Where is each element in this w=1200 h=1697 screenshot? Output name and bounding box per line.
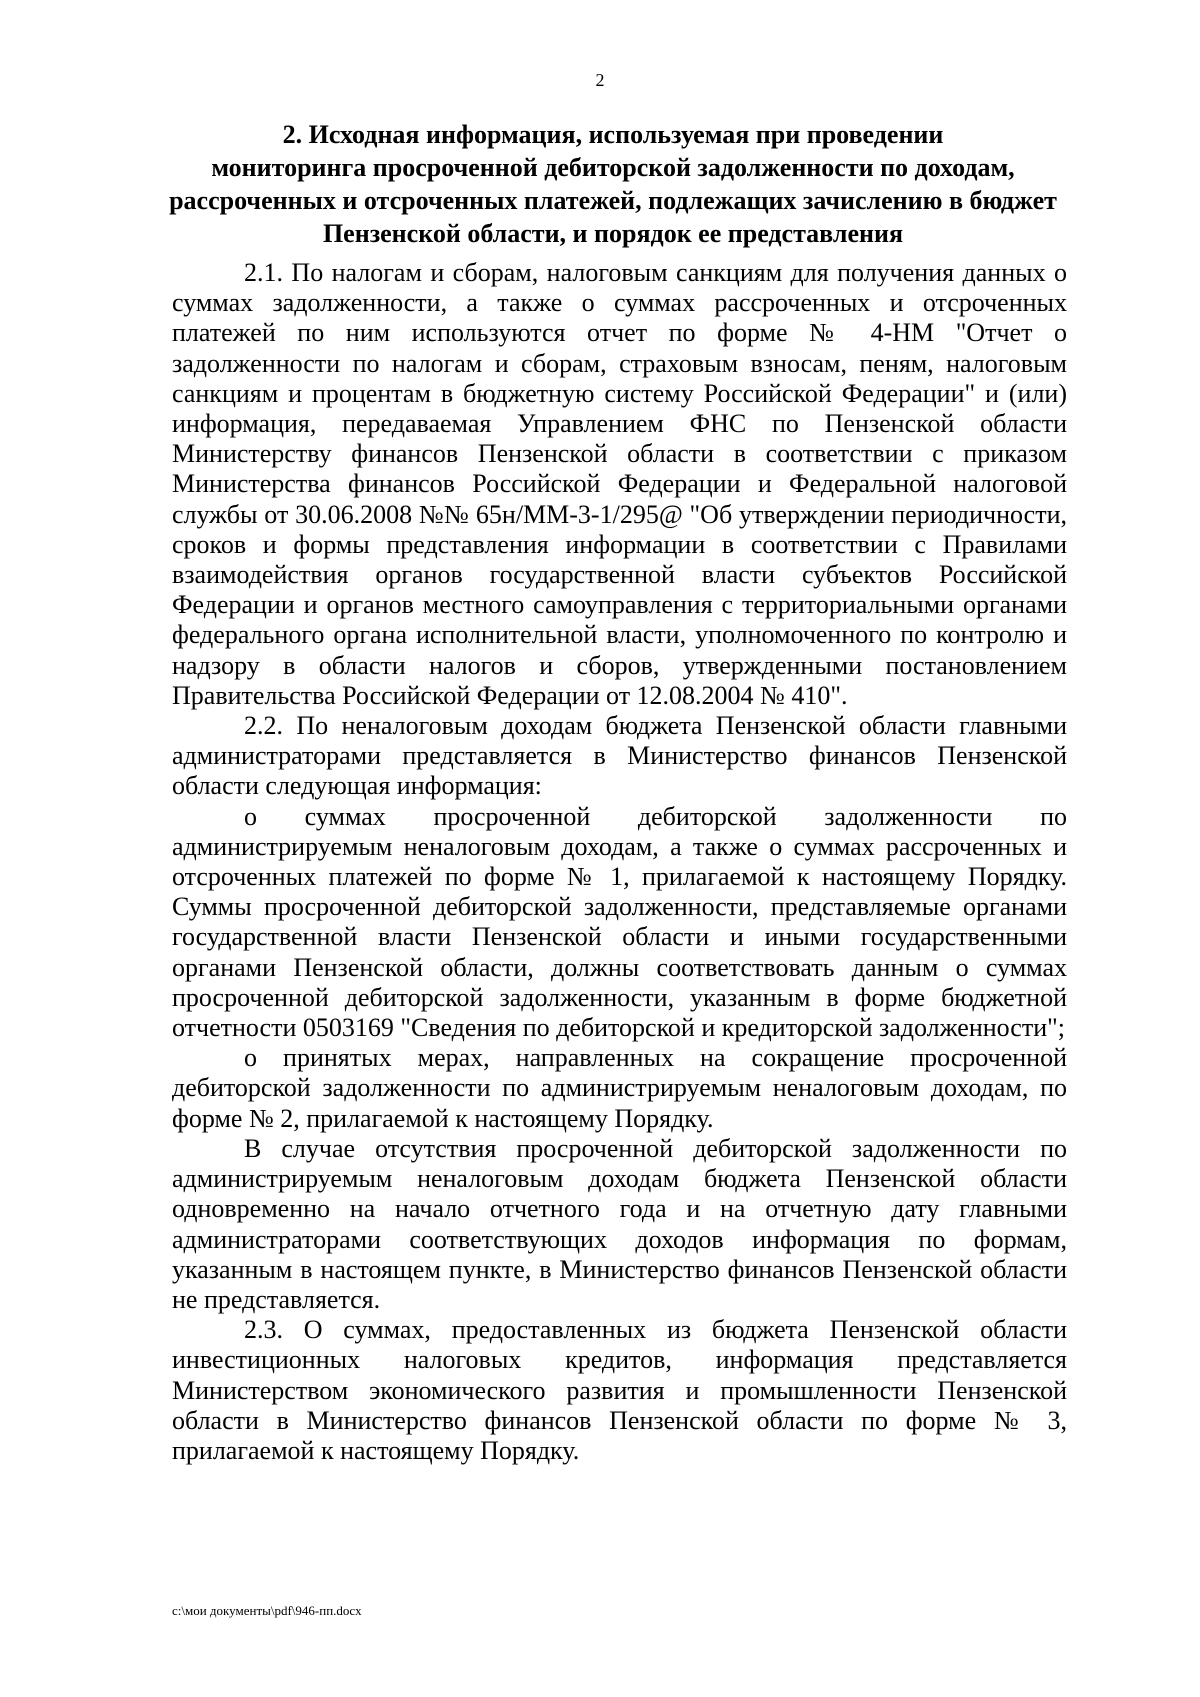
heading-line: рассроченных и отсроченных платежей, подлежащих зачислению в бюджет <box>169 186 1057 215</box>
paragraph-form-1: о суммах просроченной дебиторской задолженности по администрируемым неналоговым доходам, а также о суммах рассроченных и отсроченных платежей по форме № 1, прилагаемой к настоящему Порядку. Суммы просроченной дебиторской задолженности, представляемые органами государственной власти Пензенской области и иными государственными органами Пензенской области, должны соответствовать данным о суммах просроченной дебиторской задолженности, указанным в форме бюджетной отчетности 0503169 "Сведения по дебиторской и кредиторской задолженности"; <box>172 801 1067 1043</box>
document-body <box>172 258 1067 1466</box>
heading-line: 2. Исходная информация, используемая при проведении <box>282 120 944 149</box>
heading-line: мониторинга просроченной дебиторской задолженности по доходам, <box>211 153 1015 182</box>
footer-file-path: c:\мои документы\pdf\946-пп.docx <box>172 1603 362 1618</box>
paragraph-form-2: о принятых мерах, направленных на сокращение просроченной дебиторской задолженности по администрируемым неналоговым доходам, по форме № 2, прилагаемой к настоящему Порядку. <box>172 1043 1067 1133</box>
paragraph-2-2: 2.2. По неналоговым доходам бюджета Пензенской области главными администраторами представляется в Министерство финансов Пензенской области следующая информация: <box>172 711 1067 801</box>
paragraph-2-3: 2.3. О суммах, предоставленных из бюджета Пензенской области инвестиционных налоговых кредитов, информация представляется Министерством экономического развития и промышленности Пензенской области в Министерство финансов Пензенской области по форме № 3, прилагаемой к настоящему Порядку. <box>172 1315 1067 1465</box>
page-number: 2 <box>595 70 605 90</box>
section-heading <box>160 118 1066 250</box>
paragraph-2-1: 2.1. По налогам и сборам, налоговым санкциям для получения данных о суммах задолженности, а также о суммах рассроченных и отсроченных платежей по ним используются отчет по форме № 4-НМ "Отчет о задолженности по налогам и сборам, страховым взносам, пеням, налоговым санкциям и процентам в бюджетную систему Российской Федерации" и (или) информация, передаваемая Управлением ФНС по Пензенской области Министерству финансов Пензенской области в соответствии с приказом Министерства финансов Российской Федерации и Федеральной налоговой службы от 30.06.2008 №№ 65н/ММ-3-1/295@ "Об утверждении периодичности, сроков и формы представления информации в соответствии с Правилами взаимодействия органов государственной власти субъектов Российской Федерации и органов местного самоуправления с территориальными органами федерального органа исполнительной власти, уполномоченного по контролю и надзору в области налогов и сборов, утвержденными постановлением Правительства Российской Федерации от 12.08.2004 № 410". <box>172 258 1067 710</box>
paragraph-no-debt-case: В случае отсутствия просроченной дебиторской задолженности по администрируемым неналоговым доходам бюджета Пензенской области одновременно на начало отчетного года и на отчетную дату главными администраторами соответствующих доходов информация по формам, указанным в настоящем пункте, в Министерство финансов Пензенской области не представляется. <box>172 1133 1067 1314</box>
heading-line: Пензенской области, и порядок ее представления <box>322 219 904 248</box>
